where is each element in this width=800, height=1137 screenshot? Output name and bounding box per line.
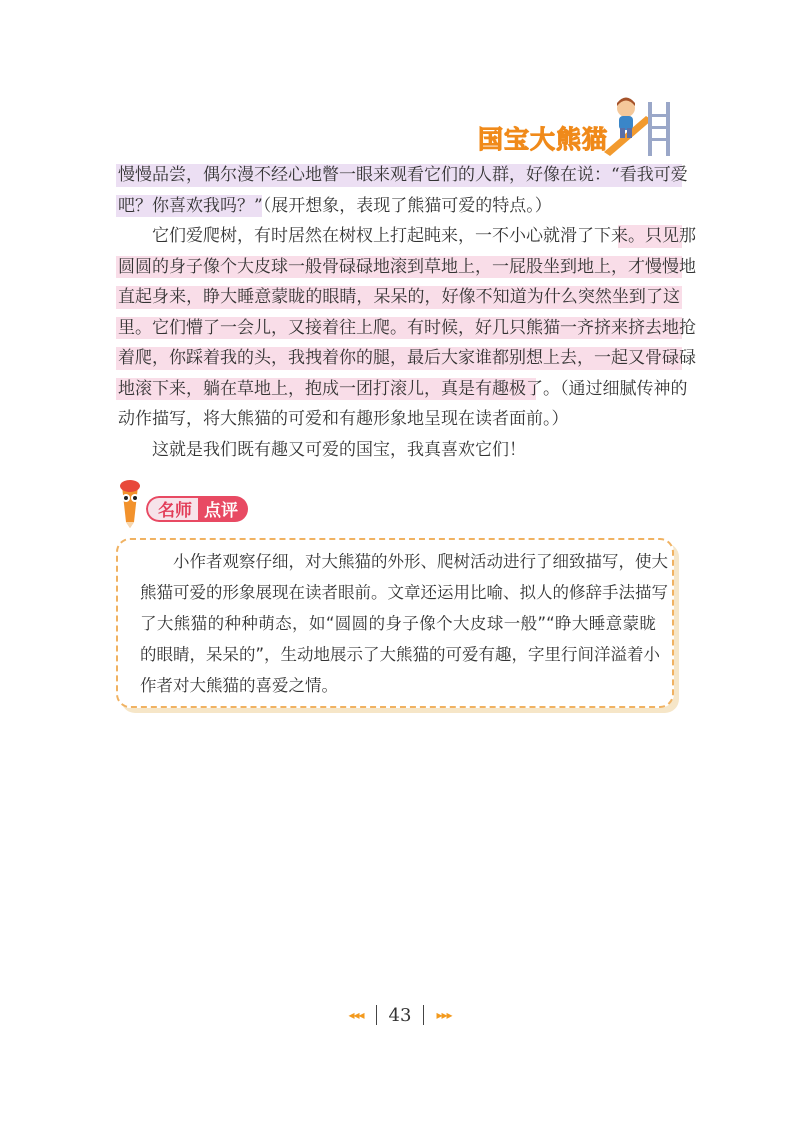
comment-line: 熊猫可爱的形象展现在读者眼前。文章还运用比喻、拟人的修辞手法描写 <box>140 583 668 602</box>
text-line: 这就是我们既有趣又可爱的国宝，我真喜欢它们！ <box>152 439 526 460</box>
comment-line: 作者对大熊猫的喜爱之情。 <box>140 676 338 695</box>
text-line: 地滚下来，躺在草地上，抱成一团打滚儿，真是有趣极了。（通过细腻传神的 <box>118 378 688 399</box>
child-on-slide-illustration <box>596 94 678 158</box>
divider <box>423 1005 424 1025</box>
text-line: 它们爱爬树，有时居然在树杈上打起盹来，一不小心就滑了下来。只见那 <box>152 226 696 246</box>
label-part-b: 点评 <box>198 496 248 522</box>
comment-line: 了大熊猫的种种萌态，如“圆圆的身子像个大皮球一般”“睁大睡意蒙眬 <box>140 614 656 633</box>
prev-arrows-icon: ◂◂◂ <box>348 1008 364 1022</box>
page-number: 43 <box>388 1004 412 1026</box>
text-line: 直起身来，睁大睡意蒙眬的眼睛，呆呆的，好像不知道为什么突然坐到了这 <box>118 287 680 307</box>
label-part-a: 名师 <box>146 496 198 522</box>
article-body <box>118 160 696 465</box>
text-line: 圆圆的身子像个大皮球一般骨碌碌地滚到草地上，一屁股坐到地上，才慢慢地 <box>118 256 696 277</box>
comment-line: 小作者观察仔细，对大熊猫的外形、爬树活动进行了细致描写，使大 <box>173 552 668 571</box>
text-line: 里。它们懵了一会儿，又接着往上爬。有时候，好几只熊猫一齐挤来挤去地抢 <box>118 317 696 338</box>
next-arrows-icon: ▸▸▸ <box>436 1008 452 1022</box>
teacher-comment-label <box>146 496 248 522</box>
text-line: 吧？你喜欢我吗？”（展开想象，表现了熊猫可爱的特点。） <box>118 195 552 216</box>
divider <box>376 1005 377 1025</box>
text-line: 着爬，你踩着我的头，我拽着你的腿，最后大家谁都别想上去，一起又骨碌碌 <box>118 348 696 368</box>
page-footer <box>0 1000 800 1030</box>
section-title: 国宝大熊猫 <box>478 125 609 154</box>
comment-text <box>140 546 668 701</box>
text-line: 动作描写，将大熊猫的可爱和有趣形象地呈现在读者面前。） <box>118 409 569 429</box>
comment-line: 的眼睛，呆呆的”，生动地展示了大熊猫的可爱有趣，字里行间洋溢着小 <box>140 645 661 664</box>
pencil-mascot-icon <box>112 478 148 528</box>
text-line: 慢慢品尝，偶尔漫不经心地瞥一眼来观看它们的人群，好像在说：“看我可爱 <box>118 165 688 185</box>
